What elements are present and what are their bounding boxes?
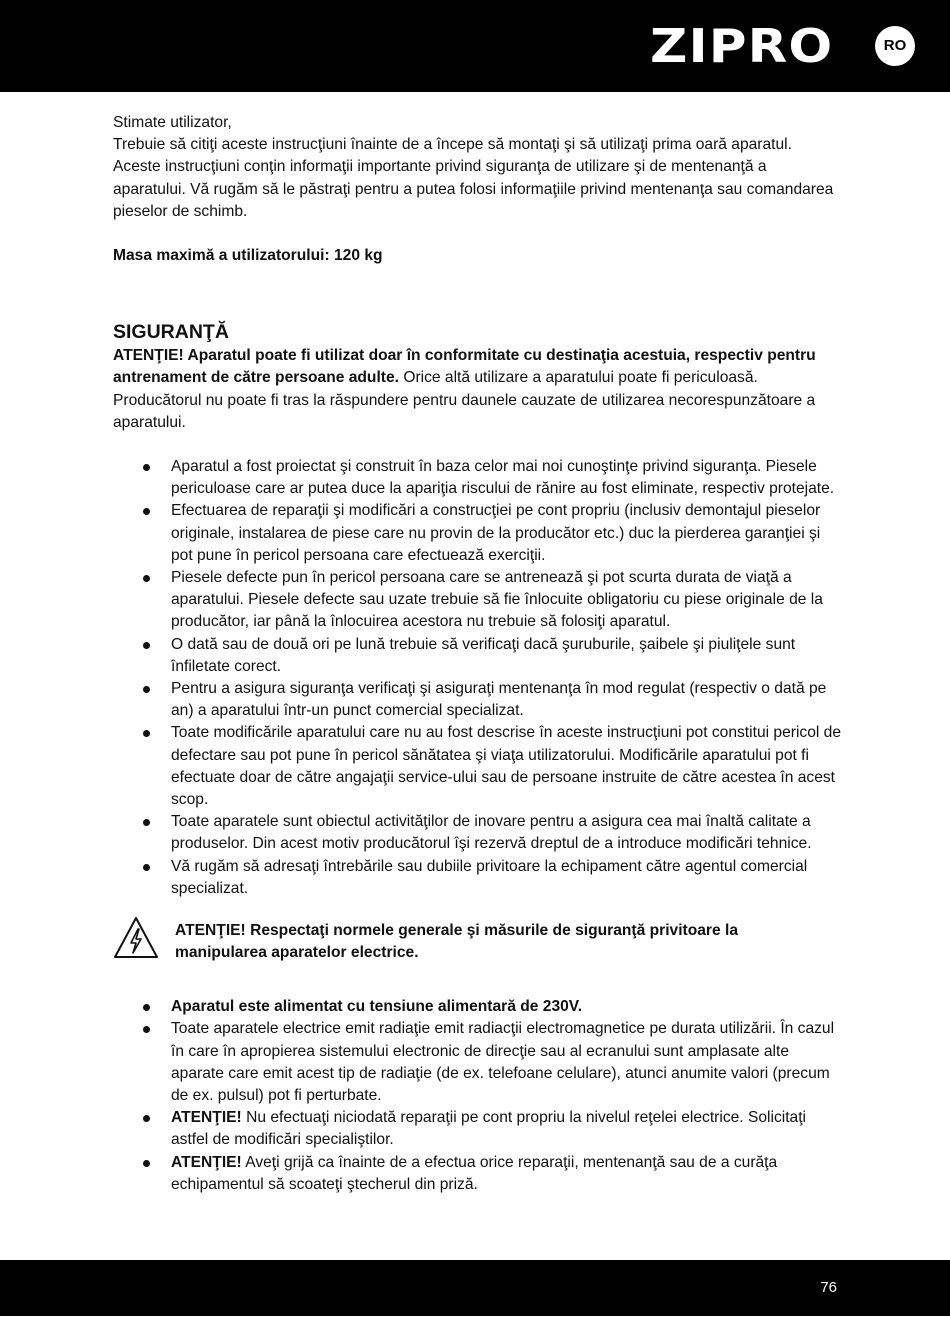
page-content xyxy=(113,112,843,1196)
electrical-bullet-unplug-text: Aveţi grijă ca înainte de a efectua orice reparaţii, mentenanţă sau de a curăţa echipamentul să scoateţi ştecherul din priză. xyxy=(171,1153,778,1193)
intro-greeting: Stimate utilizator, xyxy=(113,114,232,131)
electrical-bullet-repairs xyxy=(113,1107,843,1151)
safety-bullet: Pentru a asigura siguranţa verificaţi şi asiguraţi mentenanţa în mod regulat (respectiv o dată pe an) a aparatului într-un punct comercial specializat. xyxy=(113,678,843,722)
page-footer xyxy=(0,1260,950,1316)
page-header xyxy=(0,0,950,92)
brand-logo: ZIPRO xyxy=(650,19,834,73)
attention-label: ATENŢIE! xyxy=(171,1153,242,1171)
high-voltage-warning-icon xyxy=(113,916,159,960)
electrical-bullet-voltage: Aparatul este alimentat cu tensiune alimentară de 230V. xyxy=(113,996,843,1018)
safety-bullet-list xyxy=(113,456,843,900)
electrical-bullet-unplug xyxy=(113,1152,843,1196)
safety-bullet: Piesele defecte pun în pericol persoana care se antrenează şi pot scurta durata de viaţă a aparatului. Piesele defecte sau uzate trebuie să fie înlocuite obligatoriu cu piese originale de la producător, iar până la înlocuirea acestora nu trebuie să folosiţi aparatul. xyxy=(113,567,843,634)
electrical-bullet-repairs-text: Nu efectuaţi niciodată reparaţii pe cont propriu la nivelul reţelei electrice. Solicitaţi astfel de modificări specialiştilor. xyxy=(171,1109,807,1149)
electrical-bullet-list xyxy=(113,996,843,1196)
safety-bullet: Aparatul a fost proiectat şi construit în baza celor mai noi cunoştinţe privind siguranţa. Piesele periculoase care ar putea duce la apariţia riscului de rănire au fost eliminate, respectiv protejate. xyxy=(113,456,843,500)
page-number: 76 xyxy=(820,1279,837,1296)
safety-bullet: O dată sau de două ori pe lună trebuie să verificaţi dacă şuruburile, şaibele şi piuliţele sunt înfiletate corect. xyxy=(113,634,843,678)
safety-attention-paragraph xyxy=(113,345,843,434)
section-title-safety: SIGURANŢĂ xyxy=(113,321,229,344)
safety-bullet: Toate aparatele sunt obiectul activităţilor de inovare pentru a asigura cea mai înaltă calitate a produselor. Din acest motiv producătorul îşi rezervă dreptul de a introduce modificări tehnice. xyxy=(113,811,843,855)
safety-bullet: Vă rugăm să adresaţi întrebările sau dubiile privitoare la echipament către agentul comercial specializat. xyxy=(113,856,843,900)
attention-label: ATENŢIE! xyxy=(171,1109,242,1127)
intro-paragraph: Trebuie să citiţi aceste instrucţiuni înainte de a începe să montaţi şi să utilizaţi prima oară aparatul. Aceste instrucţiuni conţin informaţii importante privind siguranţa de utilizare şi de mentenanţă a aparatului. Vă rugăm să le păstraţi pentru a putea folosi informaţiile privind mentenanţa sau comandarea pieselor de schimb. xyxy=(113,136,834,220)
electrical-warning-heading: ATENŢIE! Respectaţi normele generale şi măsurile de siguranţă privitoare la manipularea aparatelor electrice. xyxy=(175,922,739,962)
electrical-warning xyxy=(113,920,843,976)
safety-attention-bold: ATENŢIE! Aparatul poate fi utilizat doar în conformitate cu destinaţia acestuia, respectiv pentru antrenament de către persoane adulte. xyxy=(113,347,816,387)
electrical-bullet-radiation: Toate aparatele electrice emit radiaţie emit radiacţii electromagnetice pe durata utilizării. În cazul în care în apropierea sistemului electronic de direcţie sau al ecranului sunt amplasate alte aparate care emit acest tip de radiaţie (de ex. telefoane celulare), atunci anumite valori (precum de ex. pulsul) pot fi perturbate. xyxy=(113,1018,843,1107)
safety-attention-text: Orice altă utilizare a aparatului poate fi periculoasă. Producătorul nu poate fi tras la răspundere pentru daunele cauzate de utilizarea necorespunzătoare a aparatului. xyxy=(113,369,816,431)
language-badge: RO xyxy=(875,26,915,66)
safety-bullet: Efectuarea de reparaţii şi modificări a construcţiei pe cont propriu (inclusiv demontajul pieselor originale, instalarea de piese care nu provin de la producător etc.) duc la pierderea garanţiei şi pot pune în pericol persoana care efectuează exerciţii. xyxy=(113,500,843,567)
safety-bullet: Toate modificările aparatului care nu au fost descrise în aceste instrucţiuni pot constitui pericol de defectare sau pot pune în pericol sănătatea şi viaţa utilizatorului. Modificările aparatului pot fi efectuate doar de către angajaţii service-ului sau de persoane instruite de către acestea în acest scop. xyxy=(113,722,843,811)
max-weight-note: Masa maximă a utilizatorului: 120 kg xyxy=(113,247,383,265)
